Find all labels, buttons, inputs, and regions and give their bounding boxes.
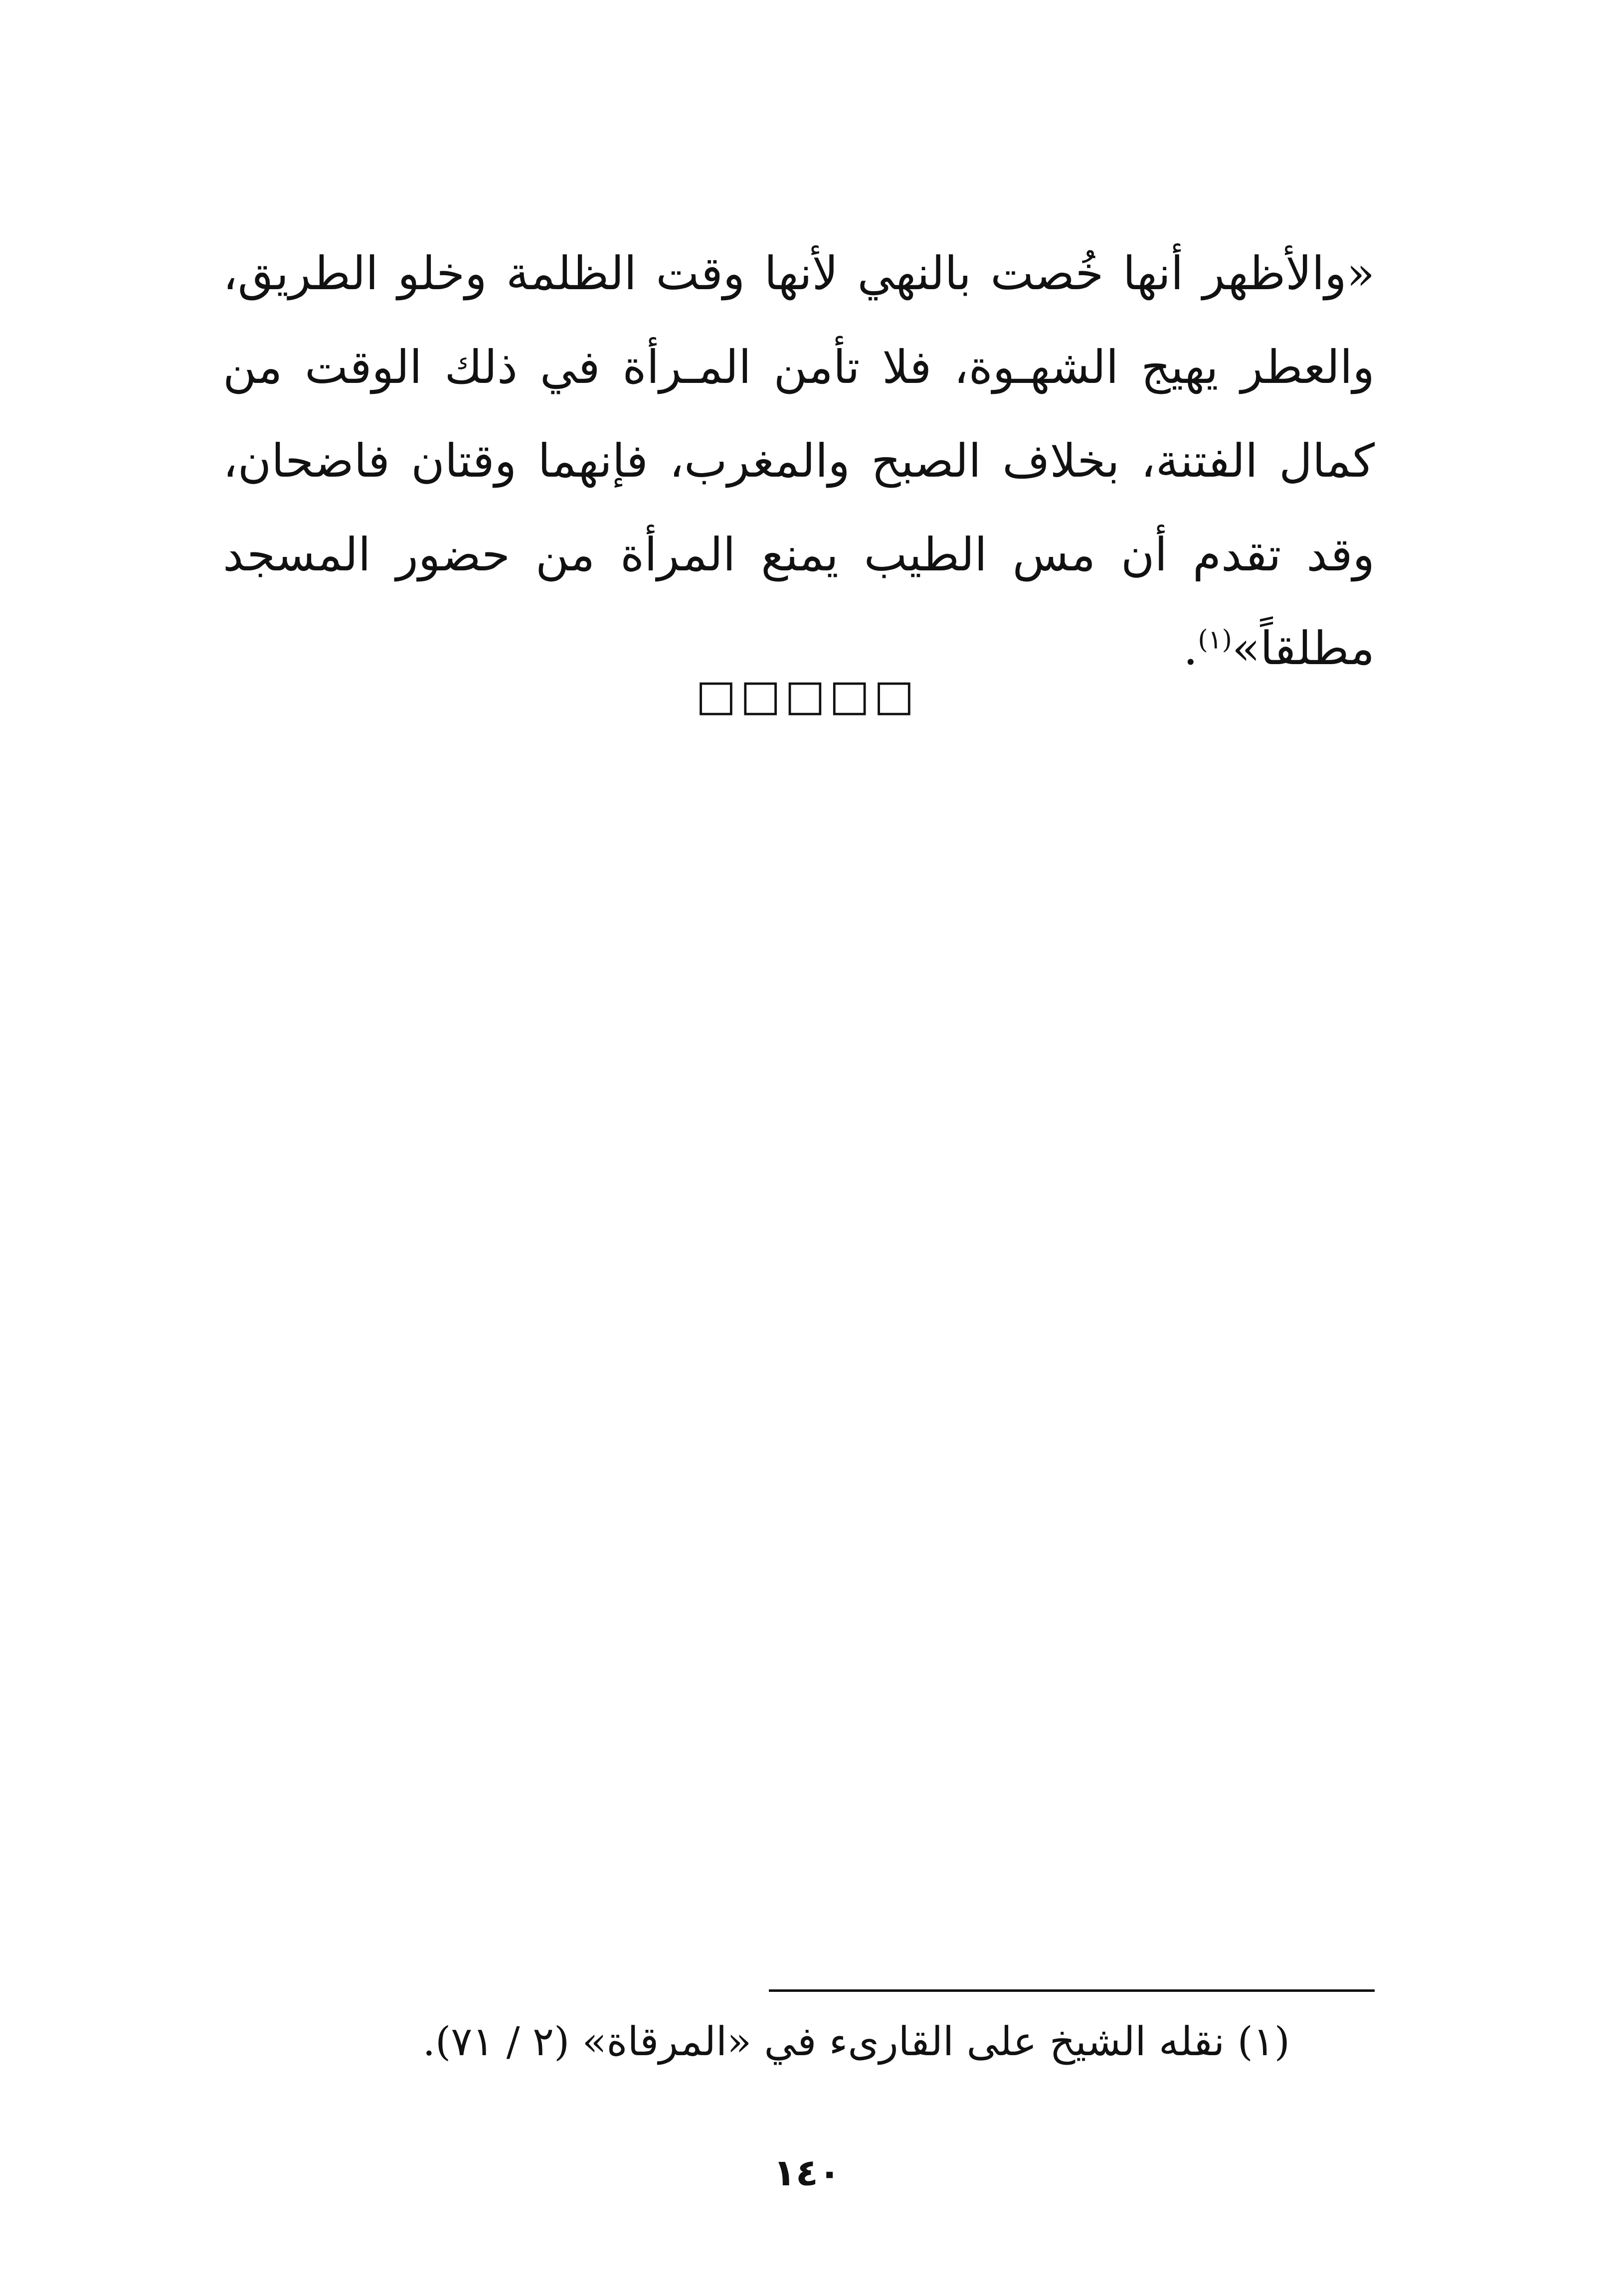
footnote-reference-marker[interactable]: (١) — [1198, 625, 1232, 655]
section-separator-boxes: □□□□□ — [696, 671, 918, 720]
footnote-divider — [769, 1989, 1375, 1992]
body-paragraph — [223, 227, 1375, 696]
quoted-text: «والأظهر أنها خُصت بالنهي لأنها وقت الظلمة وخلو الطريق، والعطر يهيج الشهـوة، فلا تأمن المـرأة في ذلك الوقت من كمال الفتنة، بخلاف الصبح والمغرب، فإنهما وقتان فاضحان، وقد تقدم أن مس الطيب يمنع المرأة من حضور المسجد مطلقاً» — [223, 247, 1375, 675]
page-number: ١٤٠ — [773, 2151, 841, 2194]
footnote: (١) نقله الشيخ على القارىء في «المرقاة» (٢ / ٧١). — [422, 2018, 1290, 2065]
main-text-block — [223, 227, 1375, 696]
paragraph-end-period: . — [1183, 622, 1198, 675]
